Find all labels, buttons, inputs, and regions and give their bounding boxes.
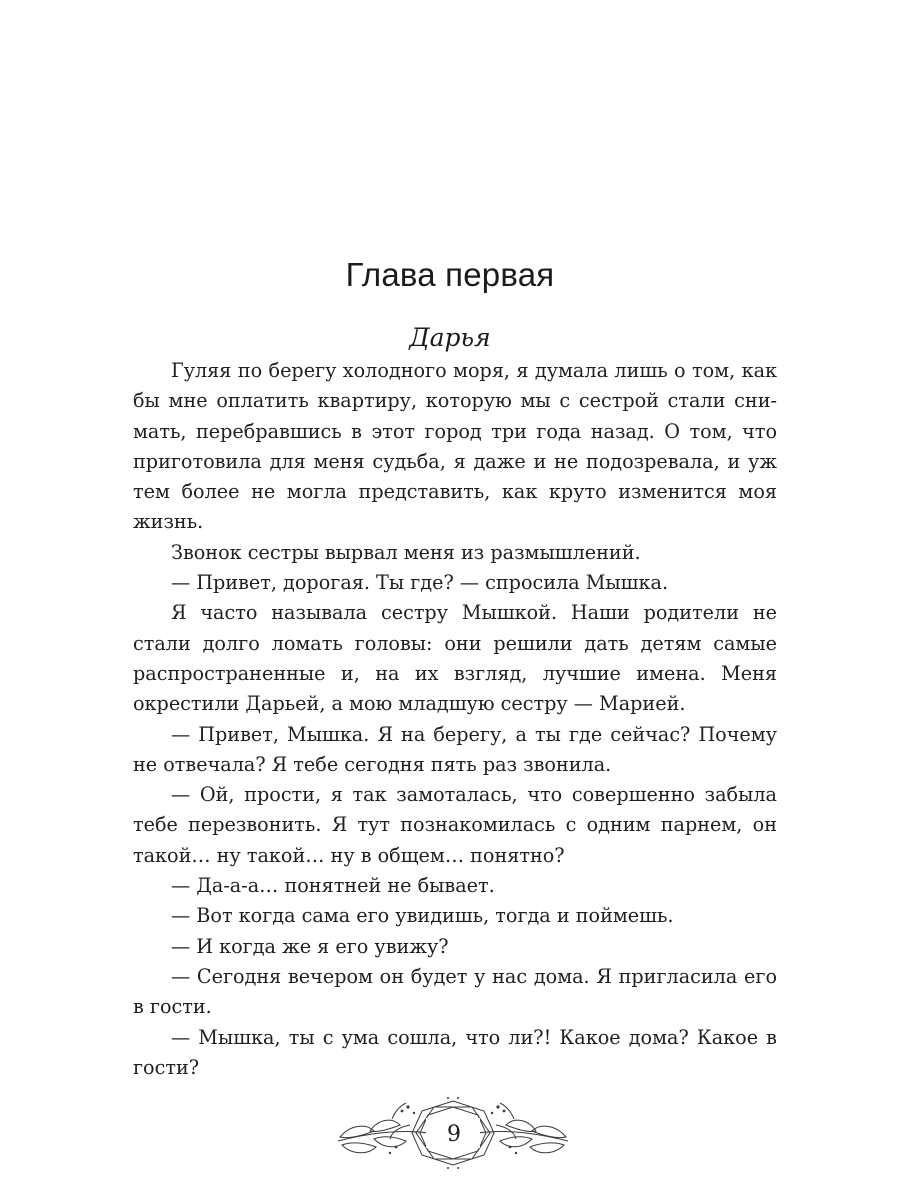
dialogue-line: — И когда же я его увижу? [171,934,449,958]
dialogue-line: — Привет, дорогая. Ты где? — спросила Мышка. [171,571,669,595]
dialogue-line: — Ой, прости, я так замоталась, что совершенно забыла тебе перезвонить. Я тут познакомилась с одним парнем, он такой… ну такой… ну в общем… понятно? [133,783,777,867]
paragraph: Гуляя по берегу холодного моря, я думала лишь о том, как бы мне оплатить квартиру, которую мы с сестрой стали снимать, перебравшись в этот город три года назад. О том, что приготовила для меня судьба, я даже и не подозревала, и уж тем более не могла представить, как круто изменится моя жизнь. [133,359,777,534]
dialogue-line: — Мышка, ты с ума сошла, что ли?! Какое дома? Какое в гости? [133,1025,777,1079]
dialogue-line: — Да-а-а… понятней не бывает. [171,874,495,898]
chapter-title: Глава первая [345,256,555,293]
paragraph: Звонок сестры вырвал меня из размышлений. [171,540,641,564]
page-number: 9 [447,1122,461,1147]
dialogue-line: — Вот когда сама его увидишь, тогда и поймешь. [171,904,674,928]
paragraph: Я часто называла сестру Мышкой. Наши родители не стали долго ломать головы: они решили дать детям самые распространенные и, на их взгляд, лучшие имена. Меня окрестили Дарьей, а мою младшую сестру — Марией. [133,601,777,716]
dialogue-line: — Сегодня вечером он будет у нас дома. Я пригласила его в гости. [133,964,777,1019]
narrator-heading: Дарья [409,323,491,352]
dialogue-line: — Привет, Мышка. Я на берегу, а ты где сейчас? Почему не отвечала? Я тебе сегодня пять раз звонила. [133,722,777,776]
chapter-body [133,356,777,1083]
